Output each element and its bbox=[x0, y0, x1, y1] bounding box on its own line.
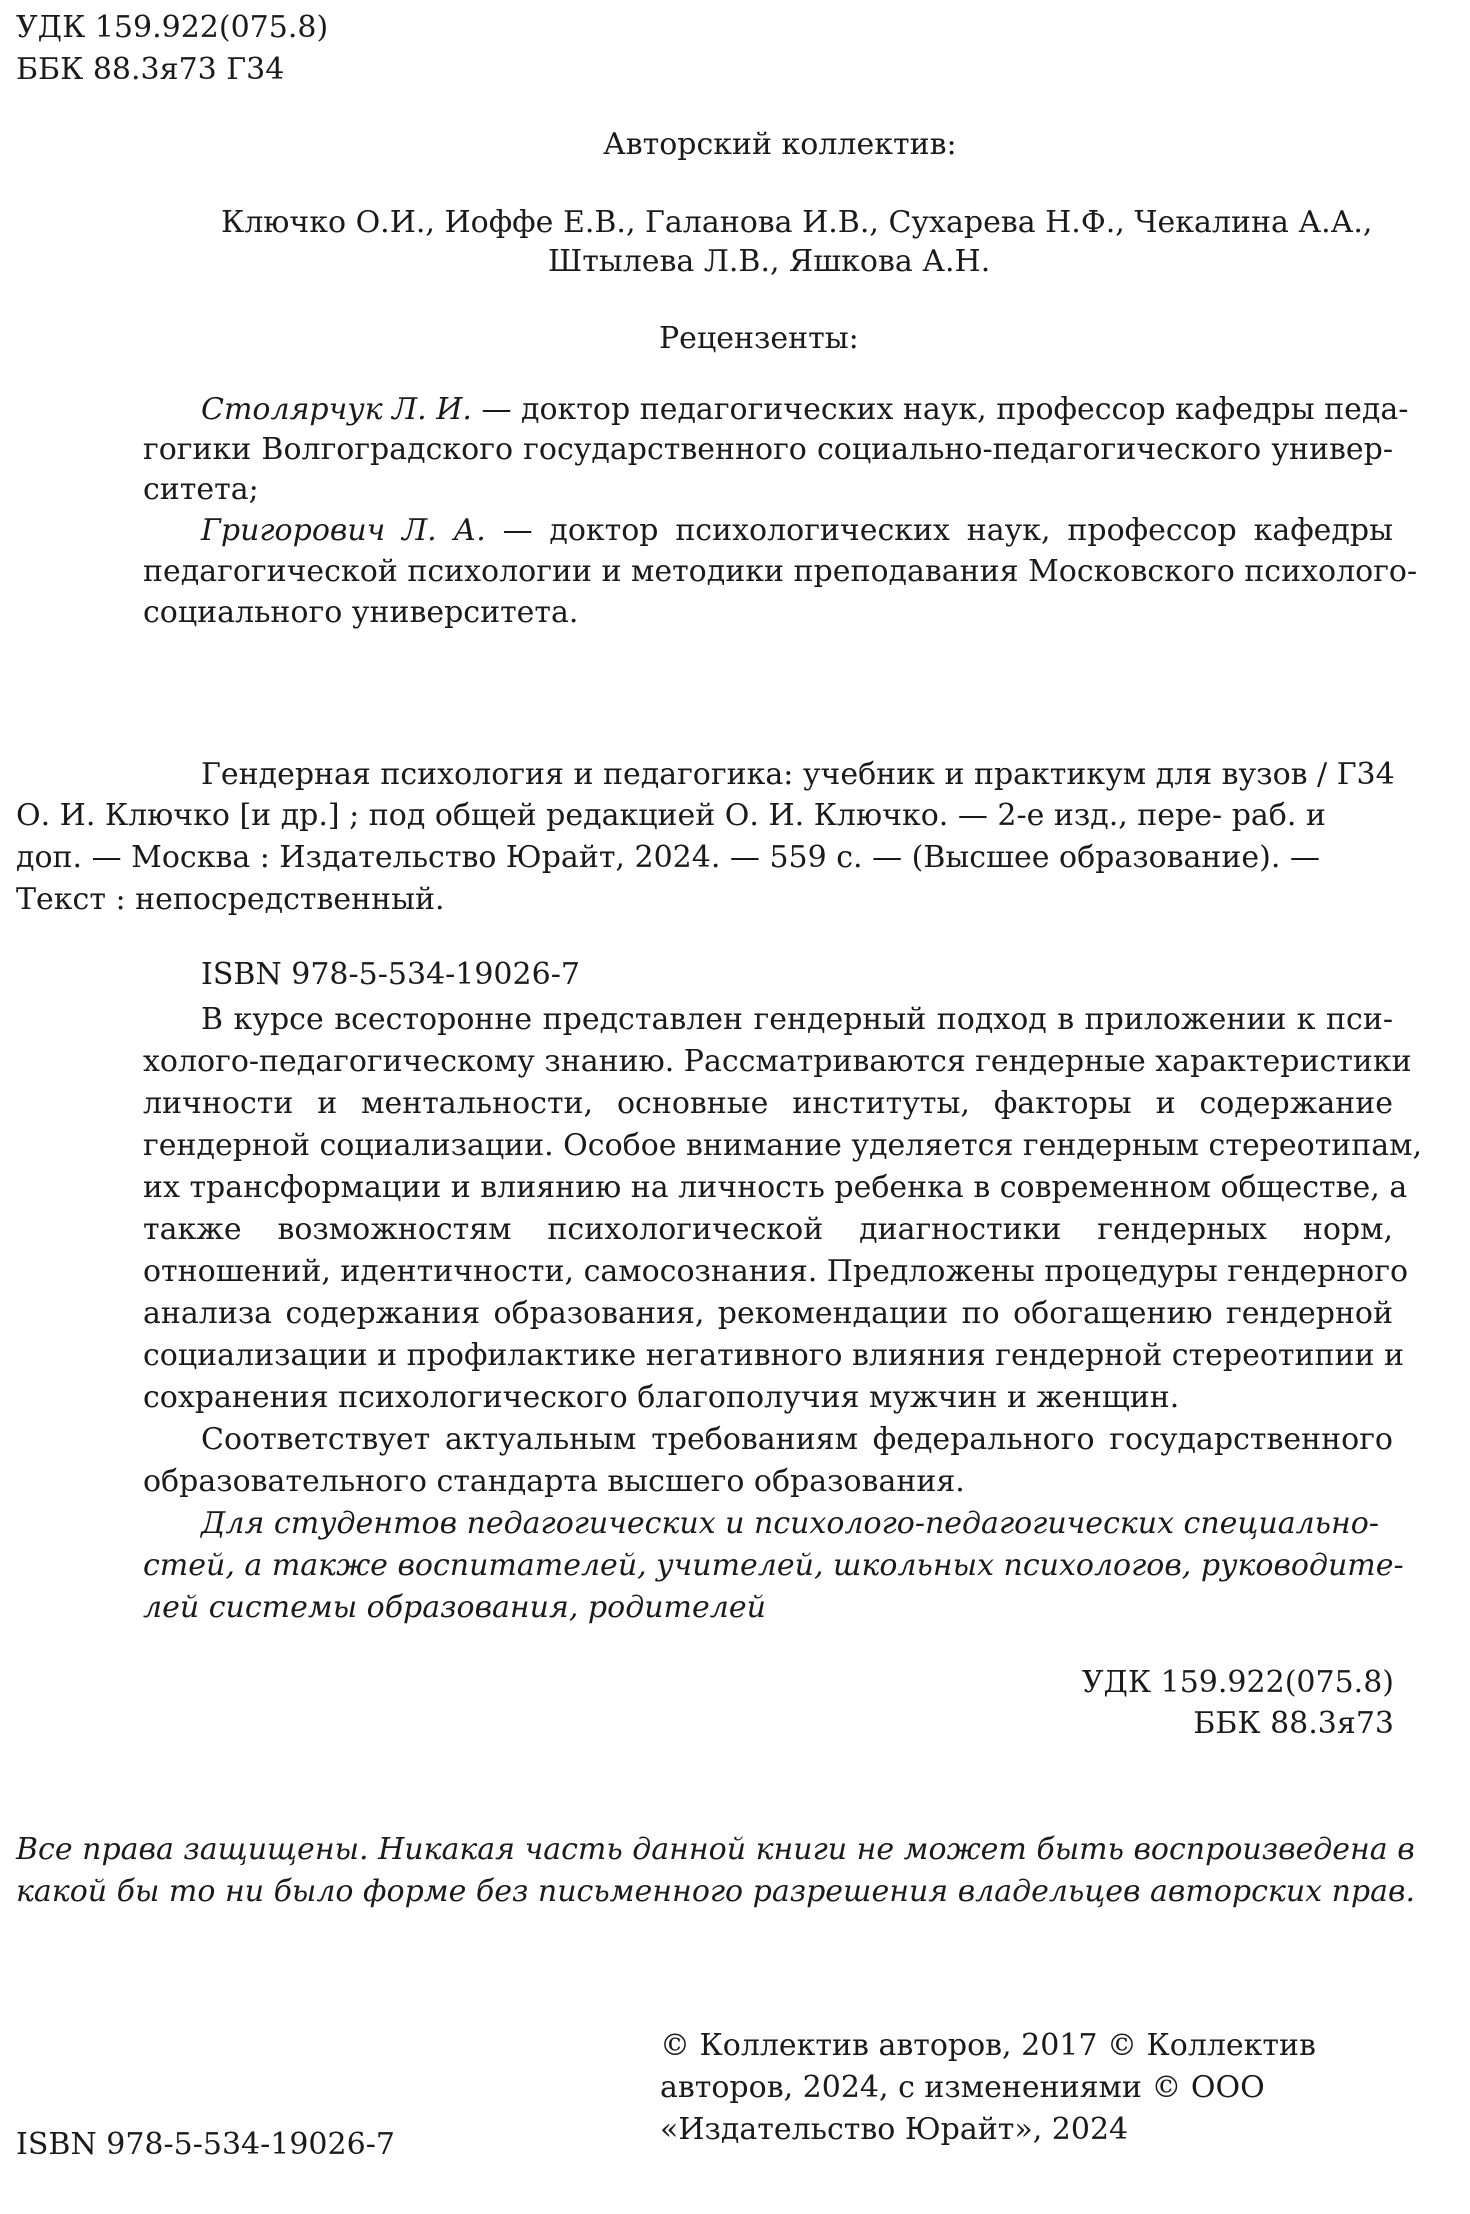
copyright-block bbox=[660, 2025, 1380, 2151]
authors-heading: Авторский коллектив: bbox=[603, 127, 957, 162]
reviewer-desc: — доктор педагогических наук, профессор кафедры педа- bbox=[471, 392, 1409, 427]
abstract-line: В курсе всесторонне представлен гендерный подход в приложении к пси- bbox=[201, 1002, 1393, 1037]
abstract-line: сохранения психологического благополучия мужчин и женщин. bbox=[143, 1380, 1180, 1415]
rights-notice bbox=[16, 1830, 1415, 1914]
reviewer-block bbox=[143, 390, 1418, 640]
udk-code-bottom: УДК 159.922(075.8) bbox=[1081, 1665, 1394, 1700]
copyright-line: авторов, 2024, с изменениями © ООО bbox=[660, 2070, 1265, 2105]
reviewer-desc: — доктор психологических наук, профессор кафедры bbox=[485, 513, 1393, 548]
audience-note bbox=[143, 1504, 1404, 1630]
udk-code: УДК 159.922(075.8) bbox=[16, 10, 329, 45]
audience-line: Для студентов педагогических и психолого-педагогических специально- bbox=[201, 1506, 1379, 1541]
abstract-line: анализа содержания образования, рекомендации по обогащению гендерной bbox=[143, 1296, 1393, 1331]
standard-line: Соответствует актуальным требованиям федерального государственного bbox=[201, 1422, 1393, 1457]
standard-line: образовательного стандарта высшего образования. bbox=[143, 1464, 965, 1499]
authors-line: Ключко О.И., Иоффе Е.В., Галанова И.В., Сухарева Н.Ф., Чекалина А.А., bbox=[221, 205, 1373, 240]
abstract-line: социализации и профилактике негативного влияния гендерной стереотипии и bbox=[143, 1338, 1405, 1373]
standard-note bbox=[143, 1420, 1393, 1504]
reviewer-line: социального университета. bbox=[143, 595, 579, 630]
abstract-line: личности и ментальности, основные институты, факторы и содержание bbox=[143, 1086, 1393, 1121]
isbn: ISBN 978-5-534-19026-7 bbox=[201, 957, 580, 992]
reviewer-line: педагогической психологии и методики преподавания Московского психолого- bbox=[143, 554, 1418, 589]
copyright-line: «Издательство Юрайт», 2024 bbox=[660, 2112, 1129, 2147]
rights-line: какой бы то ни было форме без письменного разрешения владельцев авторских прав. bbox=[16, 1874, 1415, 1909]
abstract-line: отношений, идентичности, самосознания. Предложены процедуры гендерного bbox=[143, 1254, 1409, 1289]
bib-line: доп. — Москва : Издательство Юрайт, 2024. — 559 с. — (Высшее образование). — bbox=[16, 840, 1320, 875]
rights-line: Все права защищены. Никакая часть данной книги не может быть воспроизведена в bbox=[16, 1832, 1415, 1867]
abstract-line: также возможностям психологической диагностики гендерных норм, bbox=[143, 1212, 1393, 1247]
audience-line: лей системы образования, родителей bbox=[143, 1590, 766, 1625]
abstract-line: их трансформации и влиянию на личность ребенка в современном обществе, а bbox=[143, 1170, 1408, 1205]
reviewer-line: ситета; bbox=[143, 472, 259, 507]
reviewers-heading: Рецензенты: bbox=[659, 321, 859, 356]
bbk-code-bottom: ББК 88.3я73 bbox=[1193, 1706, 1394, 1741]
bib-line: Текст : непосредственный. bbox=[16, 882, 445, 917]
audience-line: стей, а также воспитателей, учителей, школьных психологов, руководите- bbox=[143, 1548, 1404, 1583]
bib-line: О. И. Ключко [и др.] ; под общей редакцией О. И. Ключко. — 2-е изд., пере- раб. и bbox=[16, 798, 1326, 833]
abstract-line: холого-педагогическому знанию. Рассматриваются гендерные характеристики bbox=[143, 1044, 1412, 1079]
bbk-code: ББК 88.3я73 Г34 bbox=[16, 52, 285, 87]
reviewer-line: гогики Волгоградского государственного социально-педагогического универ- bbox=[143, 432, 1393, 467]
copyright-line: © Коллектив авторов, 2017 © Коллектив bbox=[660, 2028, 1316, 2063]
abstract bbox=[143, 1000, 1423, 1420]
abstract-line: гендерной социализации. Особое внимание уделяется гендерным стереотипам, bbox=[143, 1128, 1423, 1163]
reviewer-name: Григорович Л. А. bbox=[201, 513, 486, 548]
reviewer-line bbox=[201, 390, 1409, 430]
authors-line: Штылева Л.В., Яшкова А.Н. bbox=[548, 244, 991, 279]
isbn-footer: ISBN 978-5-534-19026-7 bbox=[16, 2127, 395, 2162]
reviewer-name: Столярчук Л. И. bbox=[201, 392, 472, 427]
reviewer-line bbox=[201, 511, 1393, 551]
bib-line: Гендерная психология и педагогика: учебник и практикум для вузов / Г34 bbox=[201, 757, 1395, 792]
